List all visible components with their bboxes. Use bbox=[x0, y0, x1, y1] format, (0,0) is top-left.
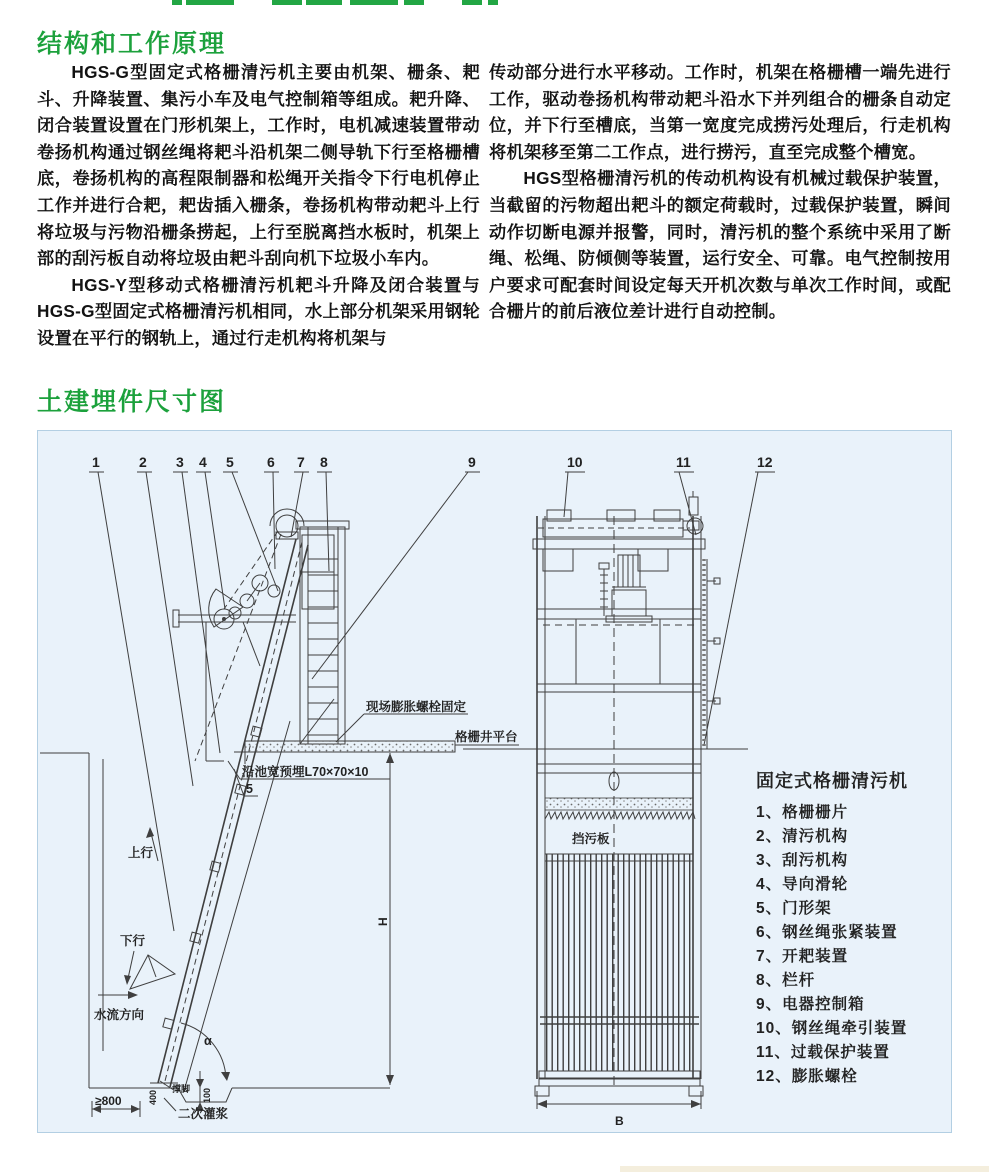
flow-arrow bbox=[98, 991, 138, 999]
legend-item-11: 11、过载保护装置 bbox=[756, 1044, 890, 1061]
dim-B bbox=[537, 1091, 701, 1109]
legend-item-4: 4、导向滑轮 bbox=[756, 876, 849, 893]
tensioner-screw bbox=[599, 563, 609, 616]
fragment bbox=[350, 0, 398, 5]
flow-direction-label: 水流方向 bbox=[94, 1008, 145, 1022]
callout-1: 1 bbox=[92, 454, 100, 470]
fragment bbox=[172, 0, 182, 5]
fragment bbox=[462, 0, 482, 5]
water-line bbox=[545, 798, 695, 819]
side-elevation-view bbox=[40, 509, 468, 1121]
fragment bbox=[272, 0, 302, 5]
callout-9: 9 bbox=[468, 454, 476, 470]
callout-12: 12 bbox=[757, 454, 773, 470]
legend-title: 固定式格栅清污机 bbox=[756, 771, 908, 791]
platform-label: 格栅井平台 bbox=[455, 730, 518, 744]
callout-2: 2 bbox=[139, 454, 147, 470]
support-foot-label: 撑脚 bbox=[172, 1084, 191, 1094]
platform-slab bbox=[234, 741, 455, 764]
pool-wall-lines bbox=[40, 753, 390, 1102]
bar-screen-grid bbox=[535, 854, 703, 1096]
paragraph: HGS-G型固定式格栅清污机主要由机架、栅条、耙斗、升降装置、集污小车及电气控制箱等组成。耙升降、闭合装置设置在门形机架上，工作时，电机减速装置带动卷扬机构通过钢丝绳将耙斗沿机架二侧导轨下行至格栅槽底，卷扬机构的高程限制器和松绳开关指令下行电机停止工作并进行合耙，耙齿插入栅条，卷扬机构带动耙斗上行将垃圾与污物沿栅条捞起，上行至脱离挡水板时，机架上部的刮污板自动将垃圾由耙斗刮向机下垃圾小车内。 bbox=[37, 62, 480, 269]
down-label: 下行 bbox=[120, 934, 146, 948]
legend-item-6: 6、钢丝绳张紧装置 bbox=[756, 924, 898, 941]
fragment bbox=[306, 0, 342, 5]
baffle-plate-label: 挡污板 bbox=[572, 832, 610, 846]
legend-item-8: 8、栏杆 bbox=[756, 972, 816, 989]
legend bbox=[756, 770, 908, 1085]
paragraph: HGS型格栅清污机的传动机构设有机械过载保护装置，当截留的污物超出耙斗的额定荷载时，过载保护装置，瞬间动作切断电源并报警，同时，清污机的整个系统中采用了断绳、松绳、防倾侧等装置，运行安全、可靠。电气控制按用户要求可配套时间设定每天开机次数与单次工作时间，或配合栅片的前后液位差计进行自动控制。 bbox=[489, 168, 951, 322]
grout-leader bbox=[164, 1098, 176, 1111]
motor-reducer bbox=[606, 555, 652, 622]
embed-angle-label: 沿池宽预埋L70×70×10 bbox=[242, 765, 369, 779]
fragment bbox=[186, 0, 234, 5]
page-bottom-artifact bbox=[620, 1166, 989, 1172]
dimension-diagram-panel bbox=[37, 430, 952, 1133]
callout-8: 8 bbox=[320, 454, 328, 470]
legend-item-10: 10、钢丝绳牵引装置 bbox=[756, 1020, 908, 1037]
door-frame-ladder bbox=[296, 521, 349, 744]
field-bolt-leader bbox=[336, 714, 468, 742]
fragment bbox=[404, 0, 424, 5]
angle-alpha-arc bbox=[181, 1023, 230, 1081]
callout-3: 3 bbox=[176, 454, 184, 470]
rake-bucket bbox=[130, 955, 175, 989]
legend-item-5: 5、门形架 bbox=[756, 900, 832, 917]
up-label: 上行 bbox=[128, 846, 154, 860]
guide-pulley-arm bbox=[173, 609, 296, 761]
dim-400-label: 400 bbox=[148, 1089, 158, 1105]
dim-B-label: B bbox=[615, 1114, 624, 1128]
callout-10: 10 bbox=[567, 454, 583, 470]
field-bolt-label: 现场膨胀螺栓固定 bbox=[366, 700, 467, 714]
text-column-left bbox=[37, 59, 480, 352]
paragraph: 传动部分进行水平移动。工作时，机架在格栅槽一端先进行工作，驱动卷扬机构带动耙斗沿水下并列组合的栅条自动定位，并下行至槽底，当第一宽度完成捞污处理后，行走机构将机架移至第二工作点，进行捞污，直至完成整个槽宽。 bbox=[489, 62, 951, 162]
front-elevation-view bbox=[533, 491, 720, 1128]
fragment bbox=[488, 0, 498, 5]
dim-100-label: 100 bbox=[202, 1087, 212, 1103]
legend-item-3: 3、刮污机构 bbox=[756, 852, 849, 869]
legend-item-7: 7、开耙装置 bbox=[756, 948, 849, 965]
wall-channel-expansion-bolts bbox=[701, 559, 720, 749]
technical-drawing bbox=[38, 431, 950, 1131]
section-title-civil-embed-dimensions: 土建埋件尺寸图 bbox=[37, 388, 227, 416]
callout-4: 4 bbox=[199, 454, 207, 470]
callout-7: 7 bbox=[297, 454, 305, 470]
grout-label: 二次灌浆 bbox=[178, 1107, 229, 1121]
legend-item-2: 2、清污机构 bbox=[756, 828, 849, 845]
text-column-right bbox=[489, 59, 951, 325]
section-title-structure-principle: 结构和工作原理 bbox=[37, 30, 227, 58]
down-arrow bbox=[124, 951, 134, 985]
legend-item-12: 12、膨胀螺栓 bbox=[756, 1068, 858, 1085]
winch-drum bbox=[538, 510, 699, 537]
angle-alpha-label: α bbox=[204, 1034, 212, 1048]
callout-5: 5 bbox=[226, 454, 234, 470]
embed-angle-callout-5: 5 bbox=[246, 782, 253, 796]
callout-6: 6 bbox=[267, 454, 275, 470]
legend-item-1: 1、格栅栅片 bbox=[756, 804, 849, 821]
dim-min800-label: ≥800 bbox=[95, 1094, 122, 1108]
dim-H-label: H bbox=[376, 917, 390, 926]
legend-item-9: 9、电器控制箱 bbox=[756, 996, 865, 1013]
callout-11: 11 bbox=[676, 454, 691, 470]
mid-beams bbox=[537, 609, 701, 773]
paragraph: HGS-Y型移动式格栅清污机耙斗升降及闭合装置与HGS-G型固定式格栅清污机相同，水上部分机架采用钢轮设置在平行的钢轨上，通过行走机构将机架与 bbox=[37, 274, 480, 348]
